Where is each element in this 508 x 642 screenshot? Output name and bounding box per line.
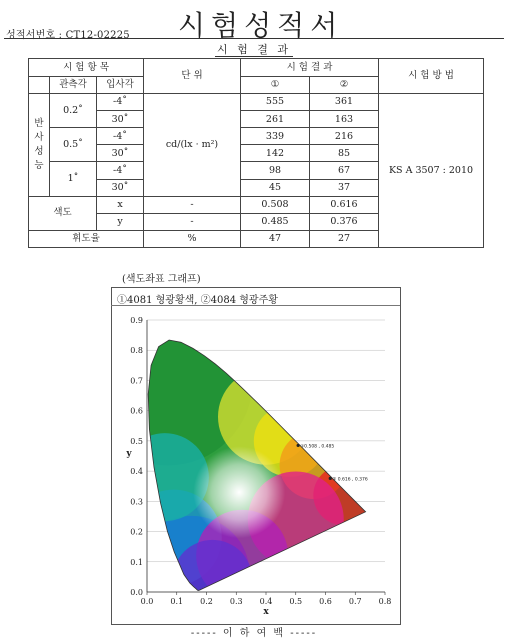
x-tick-label: 0.8 <box>378 597 392 606</box>
cell-color-label: 색도 <box>29 196 97 230</box>
cell-r2: 37 <box>310 179 379 196</box>
chart-caption: (색도좌표 그래프) <box>122 274 201 285</box>
cell-method: KS A 3507 : 2010 <box>379 94 484 248</box>
white-point-glow <box>193 446 285 538</box>
header-rule <box>4 38 504 39</box>
cell-color-axis: y <box>97 213 144 230</box>
y-tick-label: 0.3 <box>130 497 143 507</box>
chart-title: ①4081 형광황색, ②4084 형광주황 <box>117 295 278 306</box>
color-region <box>172 540 252 618</box>
cell-r2: 163 <box>310 111 379 128</box>
cell-r2: 216 <box>310 128 379 145</box>
cell-inc: 30˚ <box>97 111 144 128</box>
th-item: 시 험 항 목 <box>29 59 144 77</box>
color-region <box>121 433 209 521</box>
y-axis-label: y <box>126 449 132 459</box>
y-tick-label: 0.1 <box>130 557 143 567</box>
y-tick-label: 0.8 <box>130 346 143 356</box>
y-tick-label: 0.0 <box>130 588 143 597</box>
th-blank <box>29 77 50 94</box>
th-r2: ② <box>310 77 379 94</box>
cie-chart <box>111 306 399 618</box>
group-reflect: 반 사 성 능 <box>29 94 50 196</box>
data-point-label: ①0.508 , 0.485 <box>300 444 335 450</box>
cell-r1: 339 <box>241 128 310 145</box>
y-tick-label: 0.4 <box>130 467 143 477</box>
y-tick-label: 0.7 <box>130 376 143 386</box>
th-incid: 입사각 <box>97 77 144 94</box>
x-tick-label: 0.7 <box>348 597 362 606</box>
x-tick-label: 0.6 <box>319 597 332 606</box>
th-observ: 관측각 <box>50 77 97 94</box>
report-number: 성적서번호 : CT12-02225 <box>6 30 130 41</box>
y-tick-label: 0.9 <box>130 316 143 325</box>
document-title: 시험성적서 <box>178 9 344 42</box>
data-point-label: ② 0.616 , 0.376 <box>332 477 368 483</box>
end-marker: ----- 이 하 여 백 ----- <box>190 628 318 639</box>
cell-r1: 142 <box>241 145 310 162</box>
th-unit: 단 위 <box>144 59 241 94</box>
cell-lum-unit: % <box>144 230 241 247</box>
cell-r2: 0.376 <box>310 213 379 230</box>
x-tick-label: 0.3 <box>229 597 243 606</box>
cell-r2: 67 <box>310 162 379 179</box>
cell-r2: 27 <box>310 230 379 247</box>
cell-r2: 0.616 <box>310 196 379 213</box>
section-title-text: 시 험 결 과 <box>217 43 291 56</box>
section-title <box>0 41 508 57</box>
cell-r1: 0.485 <box>241 213 310 230</box>
cell-inc: -4˚ <box>97 162 144 179</box>
cell-r1: 0.508 <box>241 196 310 213</box>
cell-r1: 261 <box>241 111 310 128</box>
th-result: 시 험 결 과 <box>241 59 379 77</box>
chromaticity-fill <box>111 306 385 618</box>
cell-r2: 85 <box>310 145 379 162</box>
cell-obs: 0.2˚ <box>50 94 97 128</box>
cell-inc: -4˚ <box>97 94 144 111</box>
x-tick-label: 0.5 <box>289 597 303 606</box>
y-tick-label: 0.2 <box>130 527 143 537</box>
cell-r1: 45 <box>241 179 310 196</box>
cell-inc: 30˚ <box>97 179 144 196</box>
x-axis-label: x <box>263 607 269 617</box>
cell-inc: 30˚ <box>97 145 144 162</box>
cell-obs: 0.5˚ <box>50 128 97 162</box>
x-tick-label: 0.1 <box>170 597 184 606</box>
x-tick-label: 0.0 <box>140 597 154 606</box>
x-tick-label: 0.4 <box>259 597 273 606</box>
cell-lum-label: 휘도율 <box>29 230 144 247</box>
y-tick-label: 0.6 <box>130 406 143 416</box>
cell-r1: 555 <box>241 94 310 111</box>
cell-inc: -4˚ <box>97 128 144 145</box>
cell-color-unit: - <box>144 213 241 230</box>
cell-color-axis: x <box>97 196 144 213</box>
x-tick-label: 0.2 <box>200 597 213 606</box>
th-r1: ① <box>241 77 310 94</box>
results-table <box>28 58 484 248</box>
cell-r2: 361 <box>310 94 379 111</box>
cell-color-unit: - <box>144 196 241 213</box>
cell-r1: 98 <box>241 162 310 179</box>
cell-obs: 1˚ <box>50 162 97 196</box>
th-method: 시 험 방 법 <box>379 59 484 94</box>
cell-r1: 47 <box>241 230 310 247</box>
y-tick-label: 0.5 <box>130 436 143 446</box>
cell-unit-reflect: cd/(lx · m²) <box>144 94 241 196</box>
